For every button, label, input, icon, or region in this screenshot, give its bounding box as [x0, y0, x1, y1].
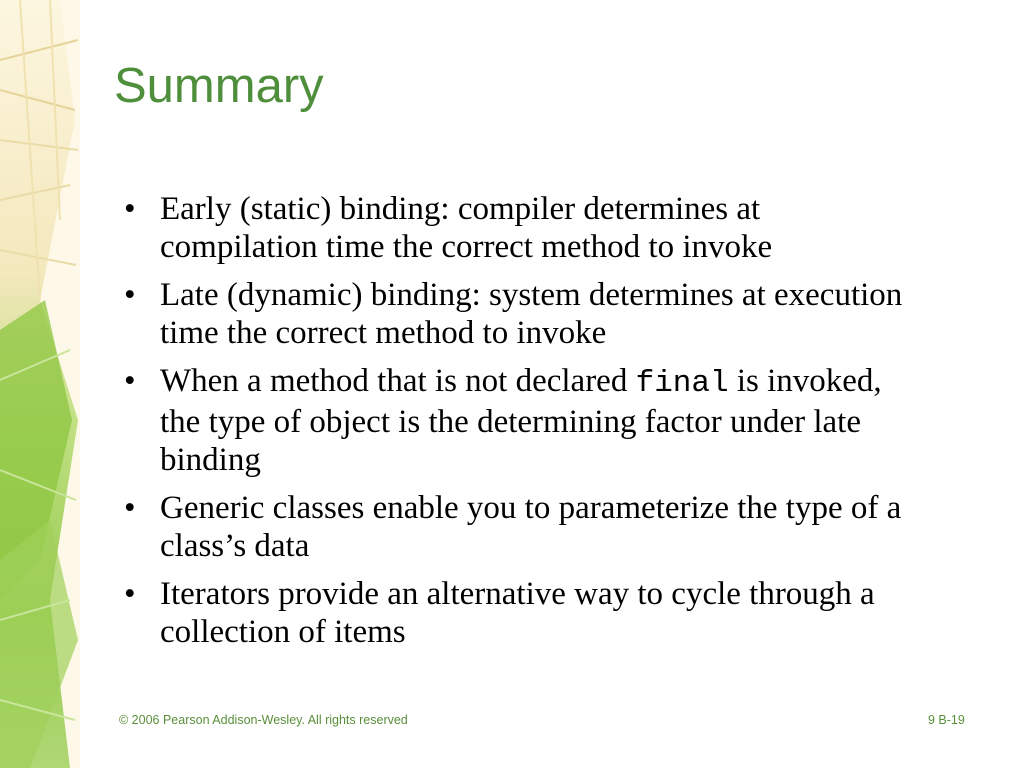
bullet-code-final: final	[635, 366, 729, 401]
bullet-marker: •	[124, 191, 136, 227]
bullet-list	[120, 190, 920, 661]
bullet-text-final-after: is invoked, the type of object is the determining factor under late binding	[160, 363, 882, 478]
bullet-item	[120, 362, 920, 479]
footer-page-number: 9 B-19	[928, 713, 965, 727]
bullet-item	[120, 489, 920, 565]
bullet-marker: •	[124, 576, 136, 612]
bullet-marker: •	[124, 277, 136, 313]
bullet-marker: •	[124, 363, 136, 399]
bullet-text-iterators: Iterators provide an alternative way to cycle through a collection of items	[160, 576, 875, 650]
footer-copyright: © 2006 Pearson Addison-Wesley. All rights reserved	[119, 713, 408, 727]
bullet-text-final-before: When a method that is not declared	[160, 363, 636, 399]
slide-title: Summary	[114, 59, 324, 113]
bullet-item	[120, 276, 920, 352]
decorative-left-strip	[0, 0, 80, 768]
bullet-marker: •	[124, 490, 136, 526]
bullet-item	[120, 575, 920, 651]
bullet-item	[120, 190, 920, 266]
bullet-text-early-binding: Early (static) binding: compiler determines at compilation time the correct method to invoke	[160, 191, 773, 265]
bullet-text-late-binding: Late (dynamic) binding: system determines at execution time the correct method to invoke	[160, 277, 903, 351]
bullet-text-generic-classes: Generic classes enable you to parameterize the type of a class’s data	[160, 490, 902, 564]
